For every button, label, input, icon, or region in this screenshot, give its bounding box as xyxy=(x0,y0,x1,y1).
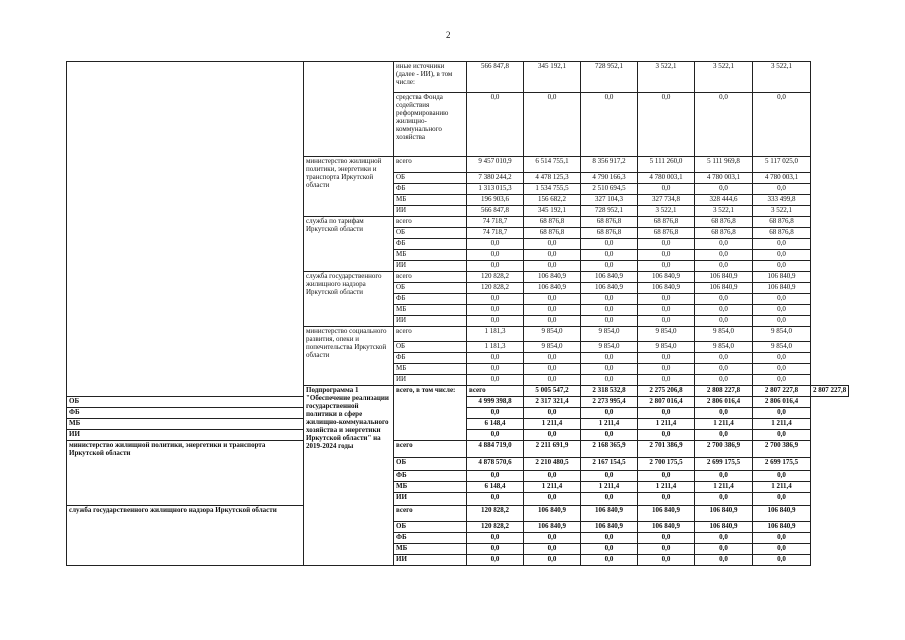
amount-cell: 2 275 206,8 xyxy=(638,386,695,397)
amount-cell: 3 522,1 xyxy=(695,206,753,217)
amount-cell: 3 522,1 xyxy=(695,62,753,93)
amount-cell: 0,0 xyxy=(524,239,581,250)
funding-source-cell: ИИ xyxy=(394,261,467,272)
funding-source-cell: всего xyxy=(394,441,467,458)
amount-cell: 9 854,0 xyxy=(638,327,695,342)
amount-cell: 0,0 xyxy=(753,305,811,316)
amount-cell: 68 876,8 xyxy=(695,228,753,239)
amount-cell: 1 181,3 xyxy=(467,342,524,353)
amount-cell: 2 317 321,4 xyxy=(524,397,581,408)
funding-source-cell: МБ xyxy=(394,482,467,493)
amount-cell: 1 534 755,5 xyxy=(524,184,581,195)
amount-cell: 0,0 xyxy=(581,316,638,327)
amount-cell: 0,0 xyxy=(753,364,811,375)
amount-cell: 2 807 016,4 xyxy=(638,397,695,408)
amount-cell: 0,0 xyxy=(581,294,638,305)
amount-cell: 9 854,0 xyxy=(695,327,753,342)
amount-cell: 74 718,7 xyxy=(467,228,524,239)
amount-cell: 0,0 xyxy=(695,305,753,316)
amount-cell: 9 854,0 xyxy=(695,342,753,353)
amount-cell: 68 876,8 xyxy=(638,217,695,228)
amount-cell: 0,0 xyxy=(638,239,695,250)
amount-cell: 0,0 xyxy=(524,93,581,157)
amount-cell: 728 952,1 xyxy=(581,206,638,217)
amount-cell: 0,0 xyxy=(581,364,638,375)
funding-source-cell: ФБ xyxy=(394,471,467,482)
amount-cell: 0,0 xyxy=(467,316,524,327)
amount-cell: 0,0 xyxy=(524,533,581,544)
amount-cell: 0,0 xyxy=(695,375,753,386)
funding-source-cell: ОБ xyxy=(394,283,467,294)
funding-source-cell: ОБ xyxy=(394,228,467,239)
amount-cell: 0,0 xyxy=(581,305,638,316)
amount-cell: 5 005 547,2 xyxy=(524,386,581,397)
entity-cell: служба государственного жилищного надзора Иркутской области xyxy=(67,506,304,566)
amount-cell: 1 211,4 xyxy=(753,419,811,430)
amount-cell: 106 840,9 xyxy=(638,283,695,294)
amount-cell: 345 192,1 xyxy=(524,62,581,93)
amount-cell: 120 828,2 xyxy=(467,522,524,533)
amount-cell: 2 700 175,5 xyxy=(638,458,695,471)
amount-cell: 5 117 025,0 xyxy=(753,157,811,173)
amount-cell: 2 699 175,5 xyxy=(695,458,753,471)
amount-cell: 106 840,9 xyxy=(524,272,581,283)
amount-cell: 2 806 016,4 xyxy=(695,397,753,408)
amount-cell: 0,0 xyxy=(524,364,581,375)
amount-cell: 0,0 xyxy=(753,294,811,305)
amount-cell: 106 840,9 xyxy=(524,522,581,533)
amount-cell: 0,0 xyxy=(638,305,695,316)
funding-source-cell: всего xyxy=(394,327,467,342)
amount-cell: 0,0 xyxy=(695,408,753,419)
amount-cell: 0,0 xyxy=(467,430,524,441)
funding-source-cell: ОБ xyxy=(394,173,467,184)
funding-source-cell: МБ xyxy=(394,250,467,261)
amount-cell: 6 514 755,1 xyxy=(524,157,581,173)
funding-source-cell: ИИ xyxy=(67,430,304,441)
amount-cell: 68 876,8 xyxy=(753,228,811,239)
amount-cell: 106 840,9 xyxy=(753,522,811,533)
amount-cell: 0,0 xyxy=(638,544,695,555)
amount-cell: 0,0 xyxy=(524,493,581,506)
amount-cell: 0,0 xyxy=(581,555,638,566)
amount-cell: 0,0 xyxy=(524,316,581,327)
amount-cell: 0,0 xyxy=(695,353,753,364)
amount-cell: 0,0 xyxy=(695,294,753,305)
amount-cell: 0,0 xyxy=(581,544,638,555)
amount-cell: 0,0 xyxy=(581,533,638,544)
funding-source-cell: ФБ xyxy=(394,184,467,195)
amount-cell: 2 273 995,4 xyxy=(581,397,638,408)
amount-cell: 1 211,4 xyxy=(753,482,811,493)
amount-cell: 566 847,8 xyxy=(467,206,524,217)
amount-cell: 0,0 xyxy=(638,93,695,157)
amount-cell: 0,0 xyxy=(695,471,753,482)
amount-cell: 0,0 xyxy=(524,430,581,441)
amount-cell: 0,0 xyxy=(524,294,581,305)
amount-cell: 106 840,9 xyxy=(638,522,695,533)
amount-cell: 0,0 xyxy=(467,408,524,419)
entity-cell: всего, в том числе: xyxy=(394,386,467,441)
amount-cell: 328 444,6 xyxy=(695,195,753,206)
funding-source-cell: иные источники (далее - ИИ), в том числе: xyxy=(394,62,467,93)
funding-source-cell: ФБ xyxy=(394,239,467,250)
amount-cell: 728 952,1 xyxy=(581,62,638,93)
amount-cell: 0,0 xyxy=(638,353,695,364)
amount-cell: 0,0 xyxy=(467,294,524,305)
amount-cell: 106 840,9 xyxy=(695,522,753,533)
amount-cell: 0,0 xyxy=(467,239,524,250)
amount-cell: 0,0 xyxy=(638,430,695,441)
amount-cell: 2 807 227,8 xyxy=(753,386,811,397)
amount-cell: 1 211,4 xyxy=(638,482,695,493)
funding-source-cell: МБ xyxy=(394,544,467,555)
amount-cell: 9 854,0 xyxy=(753,342,811,353)
amount-cell: 2 211 691,9 xyxy=(524,441,581,458)
amount-cell: 68 876,8 xyxy=(753,217,811,228)
funding-source-cell: всего xyxy=(467,386,524,397)
funding-source-cell: всего xyxy=(394,157,467,173)
amount-cell: 0,0 xyxy=(695,261,753,272)
amount-cell: 4 780 003,1 xyxy=(695,173,753,184)
amount-cell: 2 699 175,5 xyxy=(753,458,811,471)
amount-cell: 1 211,4 xyxy=(638,419,695,430)
amount-cell: 0,0 xyxy=(581,471,638,482)
amount-cell: 68 876,8 xyxy=(581,217,638,228)
funding-source-cell: МБ xyxy=(394,305,467,316)
amount-cell: 0,0 xyxy=(753,430,811,441)
entity-cell xyxy=(67,62,304,397)
amount-cell: 0,0 xyxy=(695,430,753,441)
amount-cell: 106 840,9 xyxy=(695,506,753,522)
amount-cell: 0,0 xyxy=(753,184,811,195)
amount-cell: 0,0 xyxy=(467,250,524,261)
amount-cell: 2 700 386,9 xyxy=(753,441,811,458)
amount-cell: 5 111 260,0 xyxy=(638,157,695,173)
amount-cell: 1 211,4 xyxy=(524,419,581,430)
amount-cell: 8 356 917,2 xyxy=(581,157,638,173)
funding-source-cell: всего xyxy=(394,272,467,283)
amount-cell: 3 522,1 xyxy=(753,62,811,93)
amount-cell: 2 806 016,4 xyxy=(753,397,811,408)
amount-cell: 0,0 xyxy=(753,261,811,272)
amount-cell: 0,0 xyxy=(581,239,638,250)
amount-cell: 0,0 xyxy=(524,305,581,316)
amount-cell: 6 148,4 xyxy=(467,482,524,493)
amount-cell: 0,0 xyxy=(638,471,695,482)
funding-source-cell: всего xyxy=(394,506,467,522)
amount-cell: 0,0 xyxy=(753,93,811,157)
amount-cell: 0,0 xyxy=(467,305,524,316)
amount-cell: 0,0 xyxy=(467,533,524,544)
amount-cell: 0,0 xyxy=(695,533,753,544)
amount-cell: 0,0 xyxy=(524,375,581,386)
amount-cell: 0,0 xyxy=(753,471,811,482)
table-row xyxy=(67,506,849,522)
amount-cell: 0,0 xyxy=(467,93,524,157)
amount-cell: 0,0 xyxy=(467,353,524,364)
amount-cell: 0,0 xyxy=(524,408,581,419)
amount-cell: 68 876,8 xyxy=(581,228,638,239)
funding-source-cell: ОБ xyxy=(67,397,304,408)
funding-source-cell: МБ xyxy=(394,195,467,206)
amount-cell: 120 828,2 xyxy=(467,272,524,283)
entity-cell xyxy=(304,62,394,157)
funding-source-cell: ИИ xyxy=(394,493,467,506)
amount-cell: 4 878 570,6 xyxy=(467,458,524,471)
funding-source-cell: ОБ xyxy=(394,522,467,533)
amount-cell: 0,0 xyxy=(524,353,581,364)
amount-cell: 0,0 xyxy=(581,353,638,364)
amount-cell: 333 499,8 xyxy=(753,195,811,206)
entity-cell: служба государственного жилищного надзора Иркутской области xyxy=(304,272,394,327)
amount-cell: 0,0 xyxy=(467,493,524,506)
amount-cell: 0,0 xyxy=(753,353,811,364)
amount-cell: 106 840,9 xyxy=(753,272,811,283)
funding-source-cell: ФБ xyxy=(394,294,467,305)
amount-cell: 9 854,0 xyxy=(581,342,638,353)
amount-cell: 0,0 xyxy=(524,471,581,482)
amount-cell: 9 854,0 xyxy=(581,327,638,342)
amount-cell: 7 380 244,2 xyxy=(467,173,524,184)
amount-cell: 3 522,1 xyxy=(753,206,811,217)
amount-cell: 106 840,9 xyxy=(695,283,753,294)
amount-cell: 2 318 532,8 xyxy=(581,386,638,397)
amount-cell: 1 181,3 xyxy=(467,327,524,342)
amount-cell: 0,0 xyxy=(581,493,638,506)
amount-cell: 0,0 xyxy=(638,184,695,195)
funding-source-cell: ИИ xyxy=(394,555,467,566)
entity-cell: министерство социального развития, опеки и попечительства Иркутской области xyxy=(304,327,394,386)
amount-cell: 0,0 xyxy=(467,471,524,482)
amount-cell: 0,0 xyxy=(695,316,753,327)
amount-cell: 0,0 xyxy=(695,184,753,195)
amount-cell: 4 780 003,1 xyxy=(638,173,695,184)
amount-cell: 0,0 xyxy=(695,93,753,157)
amount-cell: 0,0 xyxy=(753,239,811,250)
amount-cell: 0,0 xyxy=(638,261,695,272)
amount-cell: 1 211,4 xyxy=(524,482,581,493)
amount-cell: 4 790 166,3 xyxy=(581,173,638,184)
amount-cell: 106 840,9 xyxy=(581,506,638,522)
amount-cell: 0,0 xyxy=(753,544,811,555)
amount-cell: 68 876,8 xyxy=(524,228,581,239)
amount-cell: 9 457 010,9 xyxy=(467,157,524,173)
amount-cell: 0,0 xyxy=(753,555,811,566)
amount-cell: 106 840,9 xyxy=(753,506,811,522)
amount-cell: 1 211,4 xyxy=(581,419,638,430)
amount-cell: 106 840,9 xyxy=(581,522,638,533)
amount-cell: 0,0 xyxy=(524,250,581,261)
amount-cell: 0,0 xyxy=(753,375,811,386)
amount-cell: 1 313 015,3 xyxy=(467,184,524,195)
amount-cell: 9 854,0 xyxy=(638,342,695,353)
amount-cell: 0,0 xyxy=(695,239,753,250)
amount-cell: 0,0 xyxy=(581,261,638,272)
amount-cell: 0,0 xyxy=(638,408,695,419)
amount-cell: 68 876,8 xyxy=(638,228,695,239)
funding-source-cell: ИИ xyxy=(394,375,467,386)
amount-cell: 106 840,9 xyxy=(695,272,753,283)
amount-cell: 2 168 365,9 xyxy=(581,441,638,458)
amount-cell: 0,0 xyxy=(467,364,524,375)
amount-cell: 0,0 xyxy=(638,555,695,566)
funding-source-cell: ОБ xyxy=(394,458,467,471)
amount-cell: 4 780 003,1 xyxy=(753,173,811,184)
amount-cell: 106 840,9 xyxy=(581,283,638,294)
amount-cell: 0,0 xyxy=(753,493,811,506)
amount-cell: 2 510 694,5 xyxy=(581,184,638,195)
amount-cell: 4 999 398,8 xyxy=(467,397,524,408)
amount-cell: 9 854,0 xyxy=(753,327,811,342)
amount-cell: 6 148,4 xyxy=(467,419,524,430)
funding-source-cell: ФБ xyxy=(394,533,467,544)
amount-cell: 2 807 227,8 xyxy=(811,386,849,397)
amount-cell: 0,0 xyxy=(638,294,695,305)
amount-cell: 0,0 xyxy=(581,408,638,419)
amount-cell: 0,0 xyxy=(524,261,581,272)
amount-cell: 196 903,6 xyxy=(467,195,524,206)
amount-cell: 1 211,4 xyxy=(695,419,753,430)
table-row xyxy=(67,441,849,458)
amount-cell: 4 478 125,3 xyxy=(524,173,581,184)
amount-cell: 106 840,9 xyxy=(524,506,581,522)
amount-cell: 74 718,7 xyxy=(467,217,524,228)
amount-cell: 0,0 xyxy=(581,430,638,441)
amount-cell: 0,0 xyxy=(524,555,581,566)
funding-source-cell: ИИ xyxy=(394,316,467,327)
amount-cell: 0,0 xyxy=(638,375,695,386)
amount-cell: 9 854,0 xyxy=(524,327,581,342)
amount-cell: 0,0 xyxy=(753,316,811,327)
amount-cell: 0,0 xyxy=(753,408,811,419)
amount-cell: 120 828,2 xyxy=(467,506,524,522)
amount-cell: 0,0 xyxy=(467,555,524,566)
amount-cell: 106 840,9 xyxy=(753,283,811,294)
amount-cell: 0,0 xyxy=(638,316,695,327)
amount-cell: 9 854,0 xyxy=(524,342,581,353)
amount-cell: 106 840,9 xyxy=(524,283,581,294)
amount-cell: 106 840,9 xyxy=(638,506,695,522)
amount-cell: 3 522,1 xyxy=(638,62,695,93)
table-row xyxy=(67,62,849,93)
funding-source-cell: МБ xyxy=(394,364,467,375)
amount-cell: 0,0 xyxy=(638,364,695,375)
amount-cell: 0,0 xyxy=(695,544,753,555)
amount-cell: 2 210 480,5 xyxy=(524,458,581,471)
amount-cell: 0,0 xyxy=(638,250,695,261)
funding-source-cell: МБ xyxy=(67,419,304,430)
amount-cell: 0,0 xyxy=(467,261,524,272)
amount-cell: 0,0 xyxy=(638,493,695,506)
entity-cell: министерство жилищной политики, энергетики и транспорта Иркутской области xyxy=(304,157,394,217)
amount-cell: 327 734,8 xyxy=(638,195,695,206)
amount-cell: 0,0 xyxy=(753,533,811,544)
amount-cell: 3 522,1 xyxy=(638,206,695,217)
amount-cell: 2 700 386,9 xyxy=(695,441,753,458)
amount-cell: 0,0 xyxy=(581,93,638,157)
amount-cell: 0,0 xyxy=(695,493,753,506)
amount-cell: 0,0 xyxy=(524,544,581,555)
funding-source-cell: ОБ xyxy=(394,342,467,353)
amount-cell: 0,0 xyxy=(581,375,638,386)
funding-source-cell: всего xyxy=(394,217,467,228)
amount-cell: 5 111 969,8 xyxy=(695,157,753,173)
amount-cell: 1 211,4 xyxy=(581,482,638,493)
amount-cell: 106 840,9 xyxy=(581,272,638,283)
amount-cell: 106 840,9 xyxy=(638,272,695,283)
amount-cell: 0,0 xyxy=(467,544,524,555)
amount-cell: 1 211,4 xyxy=(695,482,753,493)
entity-cell: служба по тарифам Иркутской области xyxy=(304,217,394,272)
entity-cell: Подпрограмма 1 "Обеспечение реализации государственной политики в сфере жилищно-коммунального хозяйства и энергетики Иркутской области" на 2019-2024 годы xyxy=(304,386,394,566)
amount-cell: 2 808 227,8 xyxy=(695,386,753,397)
budget-table xyxy=(66,61,849,566)
page-number: 2 xyxy=(446,30,451,40)
amount-cell: 2 701 386,9 xyxy=(638,441,695,458)
amount-cell: 0,0 xyxy=(638,533,695,544)
amount-cell: 0,0 xyxy=(467,375,524,386)
amount-cell: 566 847,8 xyxy=(467,62,524,93)
funding-source-cell: ФБ xyxy=(394,353,467,364)
amount-cell: 4 884 719,0 xyxy=(467,441,524,458)
entity-cell: министерство жилищной политики, энергетики и транспорта Иркутской области xyxy=(67,441,304,506)
amount-cell: 120 828,2 xyxy=(467,283,524,294)
amount-cell: 68 876,8 xyxy=(524,217,581,228)
amount-cell: 0,0 xyxy=(753,250,811,261)
amount-cell: 0,0 xyxy=(695,555,753,566)
amount-cell: 345 192,1 xyxy=(524,206,581,217)
funding-source-cell: ИИ xyxy=(394,206,467,217)
amount-cell: 327 104,3 xyxy=(581,195,638,206)
amount-cell: 0,0 xyxy=(581,250,638,261)
funding-source-cell: средства Фонда содействия реформированию жилищно-коммунального хозяйства xyxy=(394,93,467,157)
amount-cell: 0,0 xyxy=(695,364,753,375)
amount-cell: 0,0 xyxy=(695,250,753,261)
amount-cell: 2 167 154,5 xyxy=(581,458,638,471)
funding-source-cell: ФБ xyxy=(67,408,304,419)
amount-cell: 156 682,2 xyxy=(524,195,581,206)
amount-cell: 68 876,8 xyxy=(695,217,753,228)
